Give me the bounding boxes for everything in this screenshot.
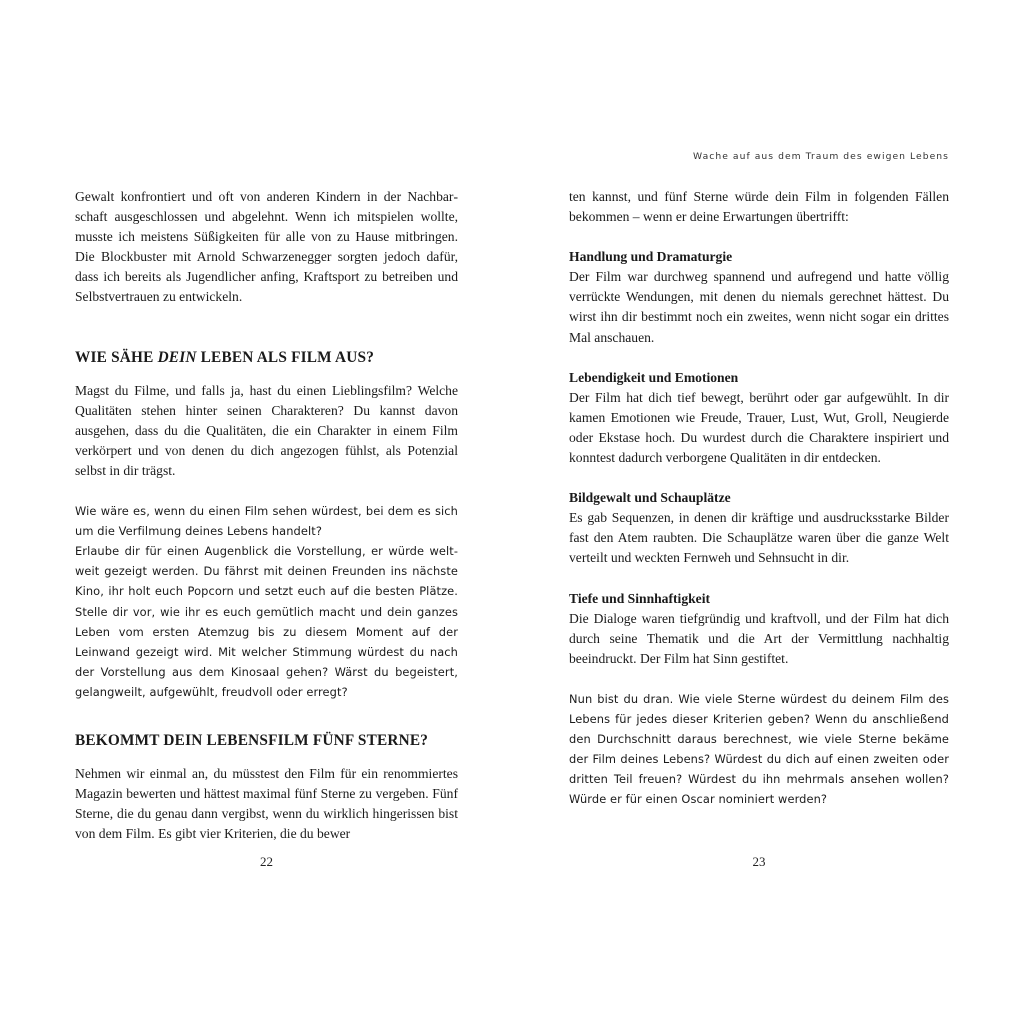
criterion-title: Bildgewalt und Schauplätze [569,490,731,506]
left-page [75,0,458,1024]
criterion-title: Handlung und Dramaturgie [569,249,733,265]
right-page-content [569,187,949,809]
page-number: 23 [752,854,766,869]
criterion-title: Lebendigkeit und Emotionen [569,369,739,385]
body-paragraph: Magst du Filme, und falls ja, hast du einen Lieblingsfilm? Welche Qualitäten stehen hinter seinen Charakteren? Du kannst davon ausgehen, dass du die Qualitäten, die ein Charakter in einem Film verkörpert und von denen du dich angezogen fühlst, als Potenzial selbst in dir trägst. [75,382,458,478]
right-page [569,0,949,1024]
exercise-question: Wie wäre es, wenn du einen Film sehen würdest, bei dem es sich um die Verfilmung deines Lebens handelt? [75,504,458,539]
body-paragraph: ten kannst, und fünf Sterne würde dein Film in folgenden Fällen bekommen – wenn er deine Erwartungen übertrifft: [569,189,949,225]
left-page-content [75,187,458,844]
criterion-block [569,488,949,568]
running-head: Wache auf aus dem Traum des ewigen Lebens [693,151,949,162]
exercise-text: Erlaube dir für einen Augenblick die Vorstellung, er würde weltweit gezeigt werden. Du fährst mit deinen Freunden ins nächste Kino, ihr holt euch Popcorn und setzt euch auf die besten Plätze. Stelle dir vor, wie ihr es euch gemütlich macht und dein ganzes Leben vom ersten Atemzug bis zu diesem Moment auf der Leinwand gezeigt wird. Mit welcher Stimmung würdest du nach der Vorstellung aus dem Kinosaal gehen? Wärst du begeistert, gelangweilt, aufgewühlt, freudvoll oder erregt? [75,544,458,699]
criterion-text: Es gab Sequenzen, in denen dir kräftige und ausdrucksstarke Bilder fast den Atem raubten. Die Schauplätze waren über die ganze Welt verteilt und weckten Fernweh und Sehnsucht in dir. [569,510,949,566]
criterion-block [569,247,949,347]
page-number: 22 [260,854,273,869]
criterion-text: Die Dialoge waren tiefgründig und kraftvoll, und der Film hat dich durch seine Thematik und die Art der Vermittlung nachhaltig beeindruckt. Der Film hat Sinn gestiftet. [569,610,949,666]
exercise-text: Nun bist du dran. Wie viele Sterne würdest du deinem Film des Lebens für jedes dieser Kriterien geben? Wenn du anschließend den Durchschnitt daraus berechnest, wie viele Sterne bekäme der Film deines Lebens? Würdest du dich auf einen zweiten oder dritten Teil freuen? Würdest du ihn mehrmals ansehen wollen? Würde er für einen Oscar nominiert werden? [569,691,949,807]
body-paragraph: Gewalt konfrontiert und oft von anderen Kindern in der Nachbarschaft ausgeschlossen und abgelehnt. Wenn ich mitspielen wollte, musste ich meistens Süßigkeiten für alle von zu Hause mitbringen. Die Blockbuster mit Arnold Schwarzenegger sorgten jedoch dafür, dass ich bereits als Jugendlicher anfing, Kraftsport zu betreiben und Selbstvertrauen zu entwickeln. [75,189,458,305]
criterion-block [569,368,949,468]
criterion-text: Der Film war durchweg spannend und aufregend und hatte völlig verrückte Wendungen, mit denen du niemals gerechnet hättest. Du wirst ihn dir bestimmt noch ein zweites, wenn nicht sogar ein drittes Mal anschauen. [569,269,949,345]
heading-suffix: LEBEN ALS FILM AUS? [196,348,375,366]
criterion-title: Tiefe und Sinnhaftigkeit [569,590,711,606]
section-heading [75,348,458,368]
section-heading: BEKOMMT DEIN LEBENSFILM FÜNF STERNE? [75,731,429,749]
criterion-text: Der Film hat dich tief bewegt, berührt oder gar aufgewühlt. In dir kamen Emotionen wie Freude, Trauer, Lust, Wut, Groll, Neugierde oder Ekstase hoch. Du wurdest durch die Charaktere inspiriert und konntest dadurch verborgene Qualitäten in dir entdecken. [569,389,949,466]
heading-prefix: WIE SÄHE [75,348,158,366]
criterion-block [569,589,949,669]
body-paragraph: Nehmen wir einmal an, du müsstest den Film für ein renommiertes Magazin bewerten und hättest maximal fünf Sterne zu vergeben. Fünf Sterne, die du genau dann vergibst, wenn du wirklich hingerissen bist von dem Film. Es gibt vier Kriterien, die du bewer [75,765,458,842]
heading-emphasis: DEIN [157,348,197,366]
